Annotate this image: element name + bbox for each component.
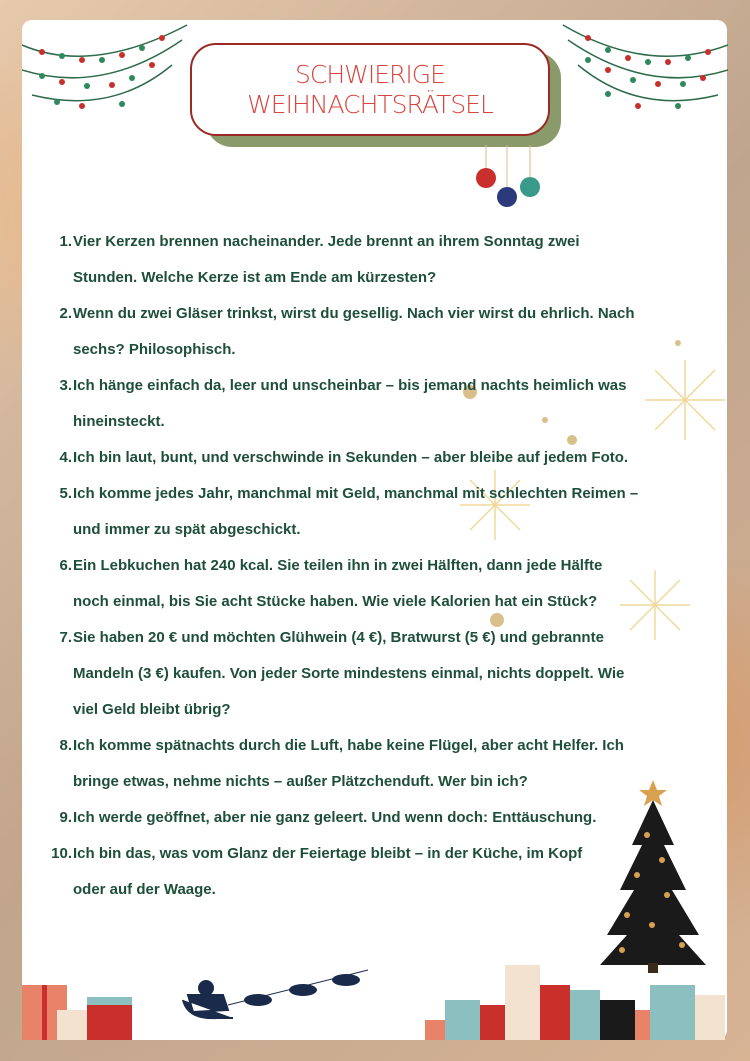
- riddle-item: [0, 224, 750, 296]
- riddle-text-line: bringe etwas, nehme nichts – außer Plätzchenduft. Wer bin ich?: [73, 773, 528, 790]
- riddle-number: 5.: [59, 485, 72, 502]
- riddle-text-line: sechs? Philosophisch.: [73, 341, 236, 358]
- riddle-text-line: Ich bin laut, bunt, und verschwinde in Sekunden – aber bleibe auf jedem Foto.: [73, 449, 629, 466]
- riddle-item: [0, 548, 750, 620]
- riddle-number: 1.: [59, 233, 72, 250]
- riddle-text-line: Ich komme jedes Jahr, manchmal mit Geld, manchmal mit schlechten Reimen –: [73, 485, 639, 502]
- riddle-text-line: hineinsteckt.: [73, 413, 165, 430]
- riddle-number: 7.: [59, 629, 72, 646]
- page-title: [190, 43, 550, 136]
- riddle-item: [0, 620, 750, 728]
- riddle-item: [0, 296, 750, 368]
- riddle-text-line: Ich hänge einfach da, leer und unscheinbar – bis jemand nachts heimlich was: [73, 377, 627, 394]
- riddle-text-line: und immer zu spät abgeschickt.: [73, 521, 301, 538]
- title-line-1: SCHWIERIGE: [295, 59, 445, 89]
- riddle-text-line: Stunden. Welche Kerze ist am Ende am kürzesten?: [73, 269, 437, 286]
- title-line-2: WEIHNACHTSRÄTSEL: [247, 89, 493, 119]
- ornaments-icon: [470, 145, 550, 215]
- christmas-tree-icon: [592, 775, 714, 975]
- gifts-left-icon: [22, 970, 137, 1040]
- riddle-text-line: noch einmal, bis Sie acht Stücke haben. Wie viele Kalorien hat ein Stück?: [73, 593, 598, 610]
- riddle-number: 8.: [59, 737, 72, 754]
- riddle-text-line: Vier Kerzen brennen nacheinander. Jede brennt an ihrem Sonntag zwei: [73, 233, 580, 250]
- sleigh-reindeer-icon: [178, 960, 378, 1025]
- riddle-number: 3.: [59, 377, 72, 394]
- riddle-item: [0, 476, 750, 548]
- riddle-text-line: Ich bin das, was vom Glanz der Feiertage bleibt – in der Küche, im Kopf: [73, 845, 583, 862]
- riddle-text-line: Sie haben 20 € und möchten Glühwein (4 €), Bratwurst (5 €) und gebrannte: [73, 629, 604, 646]
- riddle-number: 4.: [59, 449, 72, 466]
- riddle-number: 10.: [51, 845, 72, 862]
- riddle-item: [0, 368, 750, 440]
- garland-right-icon: [558, 20, 728, 110]
- riddle-text-line: Ich komme spätnachts durch die Luft, habe keine Flügel, aber acht Helfer. Ich: [73, 737, 624, 754]
- riddle-item: [0, 440, 750, 476]
- riddle-number: 2.: [59, 305, 72, 322]
- riddle-text-line: Ich werde geöffnet, aber nie ganz geleert. Und wenn doch: Enttäuschung.: [73, 809, 597, 826]
- riddle-number: 9.: [59, 809, 72, 826]
- riddle-number: 6.: [59, 557, 72, 574]
- riddle-text-line: Mandeln (3 €) kaufen. Von jeder Sorte mindestens einmal, nichts doppelt. Wie: [73, 665, 625, 682]
- riddle-text-line: oder auf der Waage.: [73, 881, 216, 898]
- riddle-text-line: viel Geld bleibt übrig?: [73, 701, 231, 718]
- riddle-text-line: Wenn du zwei Gläser trinkst, wirst du gesellig. Nach vier wirst du ehrlich. Nach: [73, 305, 635, 322]
- gifts-right-icon: [425, 960, 727, 1040]
- garland-left-icon: [22, 20, 192, 110]
- riddle-text-line: Ein Lebkuchen hat 240 kcal. Sie teilen ihn in zwei Hälften, dann jede Hälfte: [73, 557, 603, 574]
